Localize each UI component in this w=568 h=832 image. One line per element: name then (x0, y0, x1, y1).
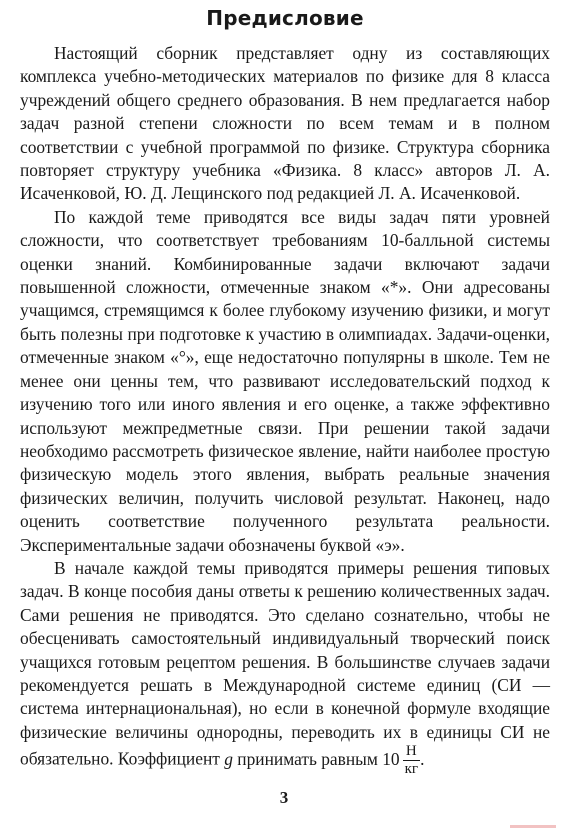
unit-denominator: кг (404, 761, 419, 778)
page-number: 3 (279, 788, 289, 807)
paragraph-2: По каждой теме приводятся все виды задач пяти уровней сложности, что соответствует требованиям 10-балльной системы оценки знаний. Комбинированные задачи включают задачи повышенной сложности, отмеченные знаком «*». Они адресованы учащимся, стремящимся к более глубокому изучению физики, и могут быть полезны при подготовке к участию в олимпиадах. Задачи-оценки, отмеченные знаком «°», еще недостаточно популярны в школе. Тем не менее они ценны тем, что развивают исследовательский подход к изучению того или иного явления и его оценке, а также эффективно используют межпредметные связи. При решении такой задачи необходимо рассмотреть физическое явление, найти наиболее простую физическую модель этого явления, выбрать реальные значения физических величин, получить числовой результат. Наконец, надо оценить соответствие полученного результата реальности. Экспериментальные задачи обозначены буквой «э». (20, 206, 550, 555)
unit-fraction (403, 744, 420, 777)
coefficient-symbol: g (224, 748, 233, 769)
page-title: Предисловие (206, 6, 364, 30)
coefficient-text: принимать равным 10 (237, 748, 400, 769)
paragraph-1: Настоящий сборник представляет одну из составляющих комплекса учебно-методических материалов по физике для 8 класса учреждений общего среднего образования. В нем предлагается набор задач разной степени сложности по всем темам и в полном соответствии с учебной программой по физике. Структура сборника повторяет структуру учебника «Физика. 8 класс» авторов Л. А. Исаченковой, Ю. Д. Лещинского под редакцией Л. А. Исаченковой. (20, 43, 550, 204)
paragraph-3-text: В начале каждой темы приводятся примеры решения типовых задач. В конце пособия даны ответы к решению количественных задач. Сами решения не приводятся. Это сделано сознательно, чтобы не обесценивать самостоятельный индивидуальный творческий поиск учащихся готовым рецептом решения. В большинстве случаев задачи рекомендуется решать в Международной системе единиц (СИ — система интернациональная), но если в конечной формуле входящие физические величины однородны, переводить их в единицы СИ не обязательно. Коэффициент (20, 557, 550, 769)
coefficient-phrase (224, 743, 425, 778)
unit-numerator: Н (403, 744, 420, 761)
end-punctuation: . (420, 748, 425, 769)
paragraph-3 (20, 557, 550, 777)
edge-mark (510, 825, 556, 828)
